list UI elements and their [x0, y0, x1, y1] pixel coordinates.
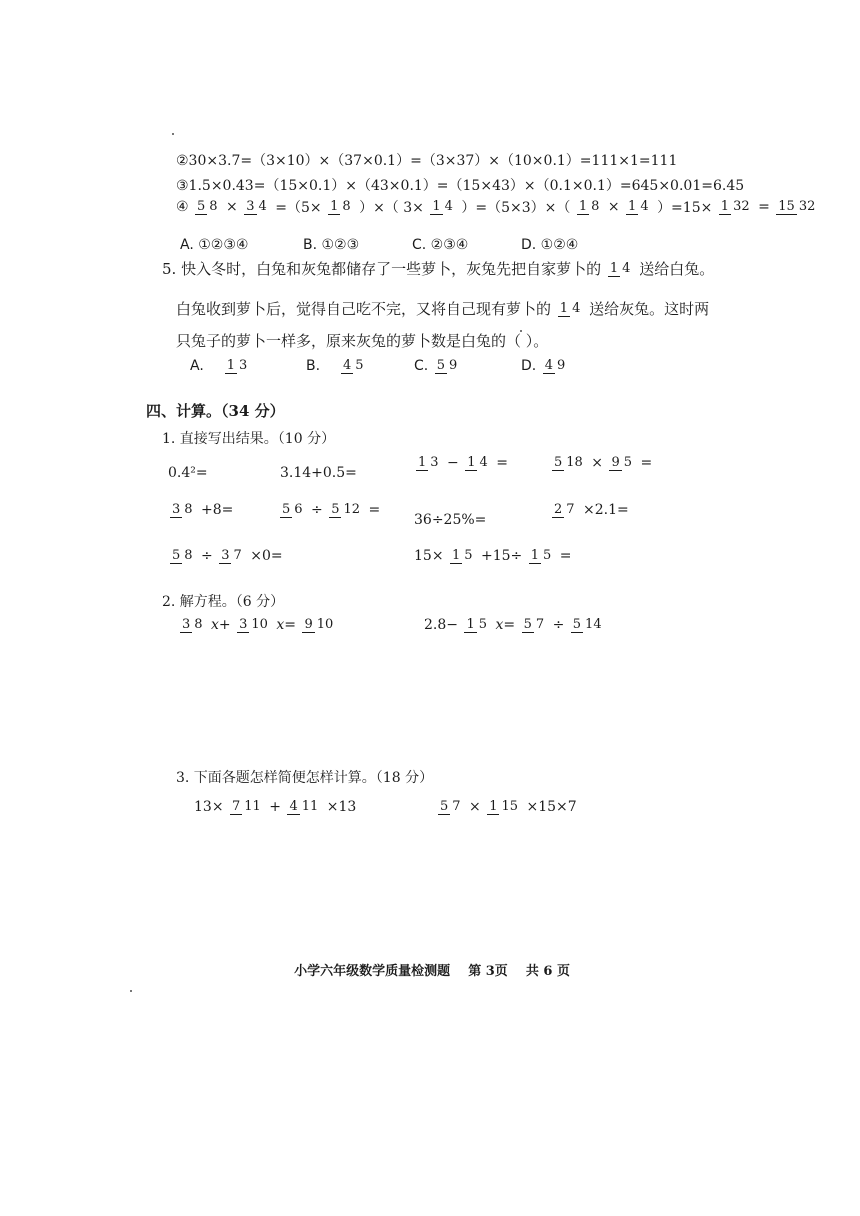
calc-r1c1	[168, 464, 208, 482]
fraction	[558, 302, 583, 316]
denominator: 15	[501, 799, 519, 815]
denominator: 10	[251, 617, 268, 633]
choice-label: B.	[306, 358, 321, 374]
simplify-1	[194, 799, 356, 815]
denominator: 8	[184, 502, 193, 518]
part2-title	[162, 593, 284, 611]
fraction	[287, 800, 320, 814]
fraction	[543, 359, 568, 373]
fraction	[170, 549, 195, 563]
numerator: 5	[282, 502, 291, 518]
equation-1	[178, 617, 337, 633]
fraction	[329, 503, 362, 517]
q4-option-2-text: ②30×3.7=（3×10）×（37×0.1）=（3×37）×（10×0.1）=111×1=111	[176, 153, 678, 169]
part-title-text: 1. 直接写出结果。（10 分）	[162, 431, 336, 447]
numerator: 5	[331, 502, 340, 518]
denominator: 9	[448, 358, 458, 374]
expression-text: x=	[276, 617, 297, 633]
numerator: 4	[289, 799, 298, 815]
part-title-text: 3. 下面各题怎样简便怎样计算。（18 分）	[176, 770, 434, 786]
denominator: 5	[355, 358, 364, 374]
operator: ×	[591, 455, 604, 471]
expression-text: 36÷25%=	[414, 512, 487, 528]
expression-text: ）=（5×3）×（	[461, 200, 571, 216]
expression-text: =	[640, 455, 653, 471]
fraction	[219, 549, 244, 563]
choice-label: C.	[414, 358, 429, 374]
q4-option-3-text: ③1.5×0.43=（15×0.1）×（43×0.1）=（15×43）×（0.1×0.1）=645×0.01=6.45	[176, 178, 745, 194]
calc-r1c2	[280, 464, 357, 482]
part3-title	[176, 769, 433, 787]
numerator: 1	[530, 548, 540, 564]
denominator: 7	[452, 799, 461, 815]
fraction	[465, 456, 490, 470]
expression-text: x+	[211, 617, 231, 633]
denominator: 4	[622, 260, 631, 276]
numerator: 1	[467, 455, 476, 471]
expression-text: ×15×7	[526, 799, 577, 815]
section-title	[146, 402, 285, 420]
q4-option-3	[176, 177, 744, 195]
q5-line-3	[176, 332, 548, 350]
fraction	[180, 618, 205, 632]
denominator: 5	[623, 455, 633, 471]
numerator: 3	[221, 548, 230, 564]
q4-choice-c[interactable]	[412, 236, 468, 254]
numerator: 5	[440, 799, 449, 815]
denominator: 11	[244, 799, 261, 815]
fraction	[195, 200, 220, 214]
expression-text: =	[559, 548, 572, 564]
expression-text: =（5×	[275, 200, 322, 216]
part-title-text: 2. 解方程。（6 分）	[162, 594, 285, 610]
denominator: 4	[572, 300, 581, 316]
denominator: 12	[343, 502, 361, 518]
fraction	[529, 549, 554, 563]
question-text: 只兔子的萝卜一样多，原来灰兔的萝卜数是白兔的（ ）。	[176, 332, 549, 350]
denominator: 7	[535, 617, 545, 633]
calc-r1c3	[414, 455, 508, 471]
times-sign: ×	[226, 199, 238, 215]
fraction	[522, 618, 547, 632]
section-title-text: 四、计算。（34 分）	[146, 402, 285, 420]
q4-option-4	[176, 197, 819, 217]
fraction	[244, 200, 269, 214]
choice-label: A.	[190, 358, 204, 374]
fraction	[464, 618, 489, 632]
equals-sign: =	[758, 199, 770, 215]
choice-label: A. ①②③④	[180, 237, 249, 253]
question-text: 5. 快入冬时，白兔和灰兔都储存了一些萝卜，灰兔先把自家萝卜的	[162, 260, 602, 278]
calc-r2c3	[414, 511, 486, 529]
q5-choice-a[interactable]	[190, 358, 251, 374]
q4-choice-b[interactable]	[303, 236, 359, 254]
expression-text: =	[496, 455, 508, 471]
numerator: 1	[226, 358, 235, 374]
q4-option-4-prefix: ④	[176, 199, 189, 215]
numerator: 1	[489, 799, 498, 815]
fraction	[302, 618, 335, 632]
question-text: 送给灰兔。这时两	[589, 300, 710, 318]
expression-text: +15÷	[481, 548, 523, 564]
fraction	[225, 359, 250, 373]
numerator: 2	[554, 502, 563, 518]
page-footer	[276, 945, 570, 999]
numerator: 4	[342, 358, 352, 374]
denominator: 6	[294, 502, 303, 518]
numerator: 9	[304, 617, 313, 633]
scan-speck	[520, 330, 522, 332]
fraction	[571, 618, 604, 632]
operator: ×	[469, 799, 481, 815]
fraction	[577, 200, 602, 214]
numerator: 1	[330, 199, 339, 215]
denominator: 4	[479, 455, 488, 471]
expression-text: ×13	[326, 799, 357, 815]
question-text: 送给白兔。	[639, 260, 715, 278]
expression-text: +8=	[201, 502, 234, 518]
simplify-2	[436, 799, 577, 815]
scan-speck	[130, 990, 132, 992]
expression-text: 0.4²=	[168, 465, 208, 481]
denominator: 8	[194, 617, 203, 633]
denominator: 4	[258, 199, 267, 215]
q5-choice-d[interactable]	[521, 358, 569, 374]
fraction	[487, 800, 520, 814]
fraction	[328, 200, 353, 214]
fraction	[430, 200, 455, 214]
numerator: 1	[628, 199, 637, 215]
choice-label: C. ②③④	[412, 237, 469, 253]
numerator: 5	[554, 455, 563, 471]
numerator: 5	[197, 199, 206, 215]
numerator: 1	[466, 617, 475, 633]
denominator: 9	[556, 358, 566, 374]
fraction	[170, 503, 195, 517]
calc-r3c1	[168, 548, 283, 564]
choice-label: D. ①②④	[521, 237, 579, 253]
numerator: 1	[559, 300, 569, 316]
numerator: 9	[611, 455, 620, 471]
footer-text: 小学六年级数学质量检测题 第 3页 共 6 页	[294, 964, 570, 979]
numerator: 3	[246, 199, 255, 215]
denominator: 8	[209, 199, 218, 215]
fraction	[552, 503, 577, 517]
expression-text: 2.8−	[424, 617, 458, 633]
expression-text: ）×（ 3×	[359, 200, 424, 216]
fraction	[280, 503, 305, 517]
calc-r1c4	[550, 455, 652, 471]
q4-choice-d[interactable]	[521, 236, 578, 254]
denominator: 10	[316, 617, 334, 633]
denominator: 5	[478, 617, 488, 633]
times-sign: ×	[607, 199, 620, 215]
fraction	[719, 200, 752, 214]
choice-label: D.	[521, 358, 537, 374]
denominator: 3	[238, 358, 248, 374]
numerator: 5	[523, 617, 532, 633]
calc-r3c3	[414, 548, 572, 564]
calc-r2c2	[278, 502, 380, 518]
expression-text: 13×	[194, 799, 224, 815]
numerator: 5	[172, 548, 181, 564]
fraction	[438, 800, 463, 814]
operator: −	[447, 455, 459, 471]
part1-title	[162, 430, 335, 448]
operator: +	[269, 799, 282, 815]
numerator: 5	[572, 617, 582, 633]
denominator: 5	[464, 548, 473, 564]
denominator: 4	[444, 199, 453, 215]
expression-text: 15×	[414, 548, 444, 564]
denominator: 8	[342, 199, 351, 215]
operator: ÷	[201, 548, 213, 564]
fraction	[626, 200, 651, 214]
equation-2	[424, 617, 606, 633]
denominator: 4	[640, 199, 649, 215]
numerator: 4	[544, 358, 553, 374]
fraction	[552, 456, 585, 470]
numerator: 1	[432, 199, 441, 215]
expression-text: =	[368, 502, 381, 518]
denominator: 32	[733, 199, 750, 215]
numerator: 3	[172, 502, 181, 518]
fraction	[416, 456, 441, 470]
numerator: 3	[239, 617, 248, 633]
fraction	[776, 200, 817, 214]
question-text: 白兔收到萝卜后，觉得自己吃不完，又将自己现有萝卜的	[176, 300, 552, 318]
denominator: 3	[430, 455, 439, 471]
denominator: 14	[585, 617, 602, 633]
fraction	[341, 359, 366, 373]
expression-text: ×0=	[250, 548, 283, 564]
denominator: 8	[184, 548, 193, 564]
numerator: 1	[418, 455, 427, 471]
numerator: 3	[182, 617, 191, 633]
fraction	[450, 549, 475, 563]
expression-text: x=	[495, 617, 516, 633]
fraction	[609, 456, 634, 470]
fraction	[237, 618, 270, 632]
q4-option-2	[176, 152, 677, 170]
operator: ÷	[311, 502, 323, 518]
denominator: 5	[543, 548, 552, 564]
q5-line-2	[176, 298, 709, 319]
fraction	[435, 359, 460, 373]
numerator: 15	[778, 199, 795, 215]
fraction	[608, 262, 633, 276]
scan-speck	[172, 133, 174, 135]
operator: ÷	[552, 617, 565, 633]
numerator: 1	[578, 199, 588, 215]
expression-text: 3.14+0.5=	[280, 465, 357, 481]
calc-r2c1	[168, 502, 233, 518]
choice-label: B. ①②③	[303, 237, 360, 253]
denominator: 8	[591, 199, 600, 215]
expression-text: ）=15×	[657, 200, 713, 216]
numerator: 1	[609, 260, 619, 276]
q5-choice-c[interactable]	[414, 358, 461, 374]
expression-text: ×2.1=	[583, 502, 629, 518]
q4-choice-a[interactable]	[180, 236, 248, 254]
numerator: 5	[436, 358, 445, 374]
fraction	[230, 800, 263, 814]
q5-line-1	[162, 258, 714, 279]
denominator: 11	[301, 799, 319, 815]
q5-choice-b[interactable]	[306, 358, 368, 374]
numerator: 1	[452, 548, 461, 564]
denominator: 32	[798, 199, 816, 215]
denominator: 18	[566, 455, 583, 471]
denominator: 7	[566, 502, 575, 518]
denominator: 7	[233, 548, 242, 564]
numerator: 7	[232, 799, 241, 815]
numerator: 1	[720, 199, 730, 215]
calc-r2c4	[550, 502, 629, 518]
